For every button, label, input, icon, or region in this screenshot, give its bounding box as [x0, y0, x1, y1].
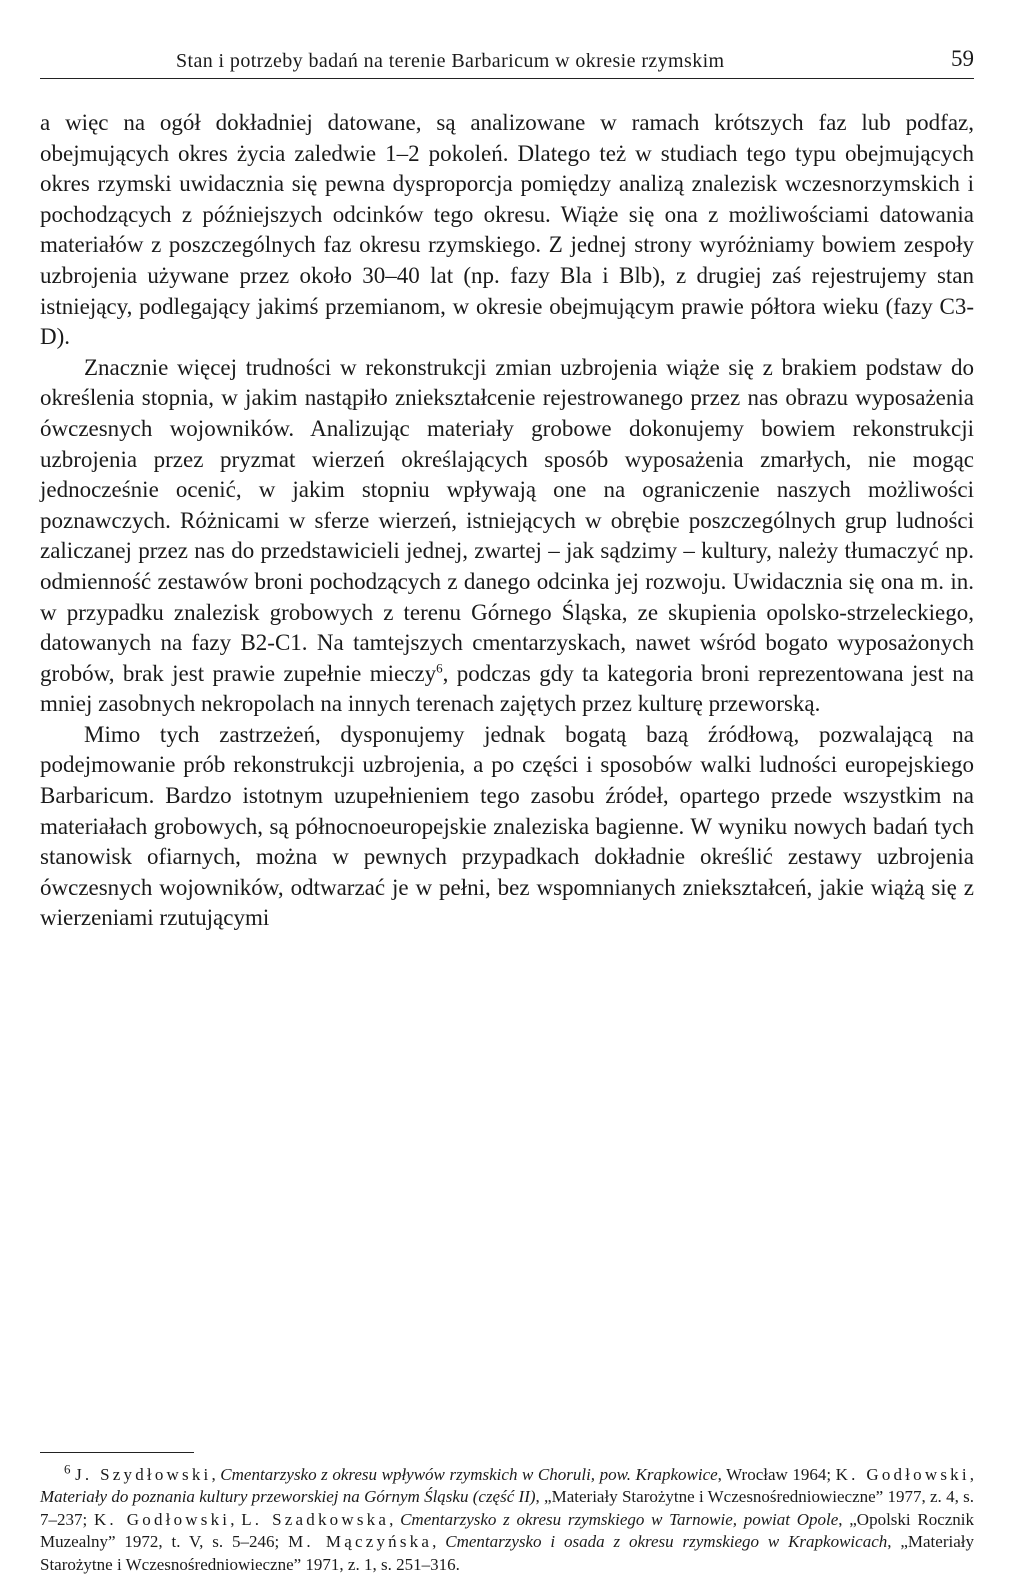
footnote-title: Cmentarzysko z okresu rzymskiego w Tarnowie, powiat Opole [400, 1509, 839, 1529]
footnote-citation: , „Materiały Starożytne i Wczesnośredniowieczne” 1971, z. 1, s. 251–316. [40, 1532, 974, 1574]
paragraph-2 [40, 353, 974, 720]
paragraph-3: Mimo tych zastrzeżeń, dysponujemy jednak bogatą bazą źródłową, pozwalającą na podejmowanie prób rekonstrukcji uzbrojenia, a po części i sposobów walki ludności europejskiego Barbaricum. Bardzo istotnym uzupełnieniem tego zasobu źródeł, opartego przede wszystkim na materiałach grobowych, są północnoeuropejskie znaleziska bagienne. W wyniku nowych badań tych stanowisk ofiarnych, można w pewnych przypadkach dokładnie określić zestawy uzbrojenia ówczesnych wojowników, odtwarzać je w pełni, bez wspomnianych zniekształceń, jakie wiążą się z wierzeniami rzutującymi [40, 721, 974, 931]
paragraph-1: a więc na ogół dokładniej datowane, są analizowane w ramach krótszych faz lub podfaz, obejmujących okres życia zaledwie 1–2 pokoleń. Dlatego też w studiach tego typu obejmujących okres rzymski uwidacznia się pewna dysproporcja pomiędzy analizą znalezisk wczesnorzymskich i pochodzących z późniejszych odcinków tego okresu. Wiąże się ona z możliwościami datowania materiałów z poszczególnych faz okresu rzymskiego. Z jednej strony wyróżniamy bowiem zespoły uzbrojenia używane przez około 30–40 lat (np. fazy Bla i Blb), z drugiej zaś rejestrujemy stan istniejący, podlegający jakimś przemianom, w okresie obejmującym prawie półtora wieku (fazy C3-D). [40, 110, 974, 350]
paragraph-2-text-a: Znacznie więcej trudności w rekonstrukcji zmian uzbrojenia wiąże się z brakiem podstaw do określenia stopnia, w jakim nastąpiło zniekształcenie rejestrowanego przez nas obrazu wyposażenia ówczesnych wojowników. Analizując materiały grobowe dokonujemy bowiem rekonstrukcji uzbrojenia przez pryzmat wierzeń określających sposób wyposażenia zmarłych, nie mogąc jednocześnie ocenić, w jakim stopniu wpływają one na ograniczenie naszych możliwości poznawczych. Różnicami w sferze wierzeń, istniejących w obrębie poszczególnych grup ludności zaliczanej przez nas do przedstawicieli jednej, zwartej – jak sądzimy – kultury, należy tłumaczyć np. odmienność zestawów broni pochodzących z danego odcinka jej rozwoju. Uwidacznia się ona m. in. w przypadku znalezisk grobowych z terenu Górnego Śląska, ze skupienia opolsko-strzeleckiego, datowanych na fazy B2-C1. Na tamtejszych cmentarzyskach, nawet wśród bogato wyposażonych grobów, brak jest prawie zupełnie mieczy [40, 354, 974, 686]
footnote-reference: 6 [436, 660, 443, 676]
footnote-citation: , „Opolski Rocznik Muzealny” 1972, t. V, s. 5–246; [40, 1509, 975, 1552]
footnote-author: K. Godłowski [93, 1509, 231, 1529]
footnote-separator: , [230, 1509, 242, 1529]
page-number: 59 [951, 46, 974, 71]
footnote-divider [40, 1452, 194, 1453]
running-header [40, 44, 974, 79]
footnote-author: K. Godłowski [835, 1465, 970, 1484]
footnote-title: Cmentarzysko i osada z okresu rzymskiego w Krapkowicach [445, 1532, 888, 1552]
main-text [40, 108, 974, 934]
footnote-author: L. Szadkowska [241, 1509, 390, 1529]
footnote-author: M. Mączyńska [288, 1532, 433, 1552]
footnote-title: Cmentarzysko z okresu wpływów rzymskich w Choruli, pow. Krapkowice [220, 1465, 718, 1484]
footnote-citation: , „Materiały Starożytne i Wczesnośredniowieczne” 1977, z. 4, s. 7–237; [40, 1487, 974, 1529]
footnote-author: J. Szydłowski [75, 1465, 212, 1484]
footnote-6: $^6$ J. Szydłowski, Cmentarzysko z okresu wpływów rzymskich w Choruli, pow. Krapkowice, Wrocław 1964; K. Godłowski, Materiały do poznania kultury przeworskiej na Górnym Śląsku (część II), „Materiały Starożytne i Wczesnośredniowieczne” 1977, z. 4, s. 7–237; K. Godłowski, L. Szadkowska, Cmentarzysko z okresu rzymskiego w Tarnowie, powiat Opole, „Opolski Rocznik Muzealny” 1972, t. V, s. 5–246; M. Mączyńska, Cmentarzysko i osada z okresu rzymskiego w Krapkowicach, „Materiały Starożytne i Wczesnośredniowieczne” 1971, z. 1, s. 251–316. [40, 1461, 975, 1574]
footnote-citation: , Wrocław 1964; [717, 1465, 836, 1484]
paragraph-2-text-b: , podczas gdy ta kategoria broni reprezentowana jest na mniej zasobnych nekropolach na innych terenach zajętych przez kulturę przeworską. [40, 660, 974, 717]
running-title: Stan i potrzeby badań na terenie Barbaricum w okresie rzymskim [176, 50, 725, 72]
footnote-title: Materiały do poznania kultury przeworskiej na Górnym Śląsku (część II) [40, 1487, 536, 1507]
footnote-marker: 6 [64, 1461, 71, 1477]
